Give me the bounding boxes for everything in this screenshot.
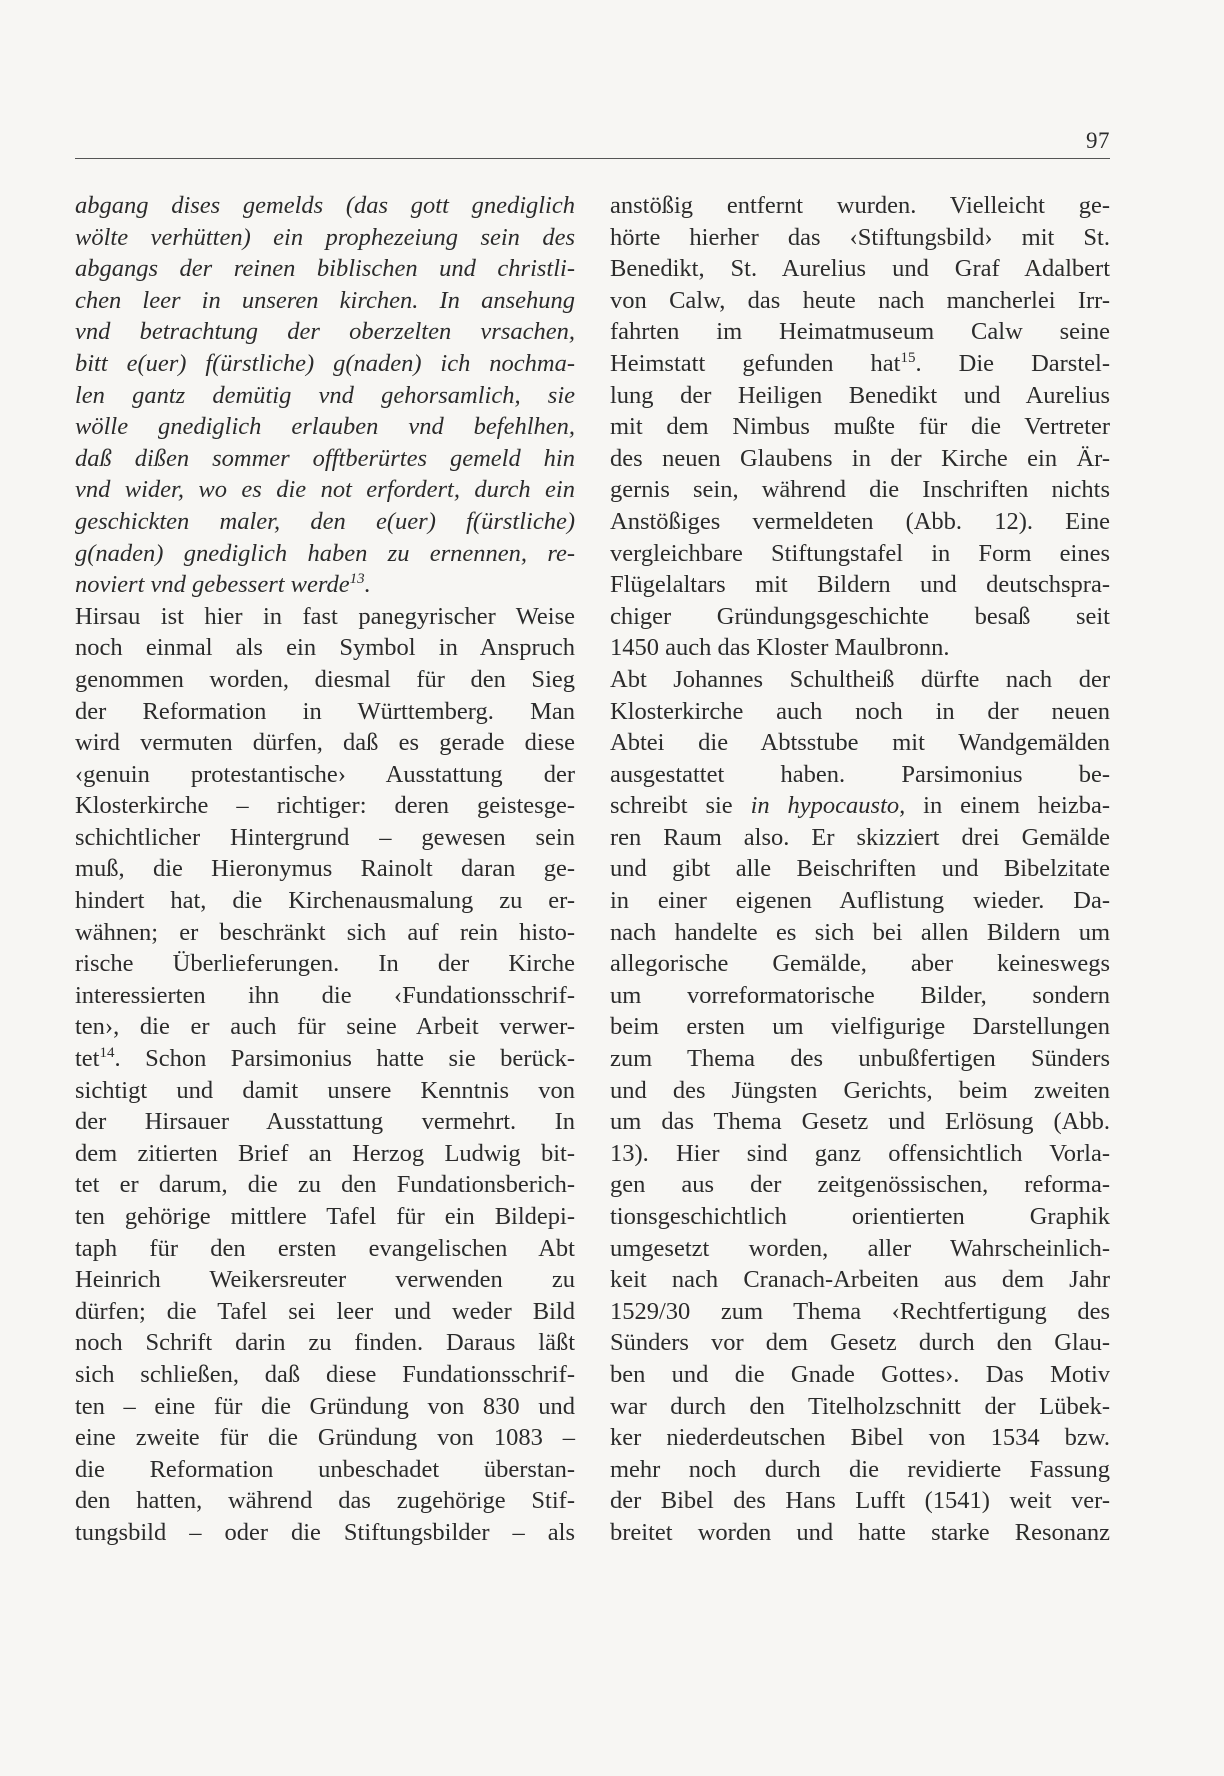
- text-line: [610, 853, 1110, 885]
- line-text: g(naden) gnediglich haben zu ernennen, re-: [75, 539, 575, 567]
- text-line: [75, 1106, 575, 1138]
- text-line: [75, 1264, 575, 1296]
- text-line: [610, 474, 1110, 506]
- text-line: [610, 1201, 1110, 1233]
- text-line: [610, 1422, 1110, 1454]
- text-line: [75, 443, 575, 475]
- line-text: muß, die Hieronymus Rainolt daran ge-: [75, 855, 575, 883]
- text-line: [75, 664, 575, 696]
- line-text: ausgestattet haben. Parsimonius be-: [610, 760, 1110, 788]
- line-text: daß dißen sommer offtberürtes gemeld hin: [75, 444, 575, 472]
- text-line: [610, 538, 1110, 570]
- italic-phrase: in hypocausto,: [750, 792, 906, 820]
- footnote-marker: 13: [349, 570, 365, 587]
- line-text: ker niederdeutschen Bibel von 1534 bzw.: [610, 1424, 1110, 1452]
- text-line: [610, 506, 1110, 538]
- text-line: [610, 696, 1110, 728]
- footnote-marker: 14: [99, 1044, 115, 1061]
- line-text: dürfen; die Tafel sei leer und weder Bild: [75, 1297, 575, 1325]
- text-line: [75, 790, 575, 822]
- line-text: Abt Johannes Schultheiß dürfte nach der: [610, 665, 1110, 693]
- line-text: dem zitierten Brief an Herzog Ludwig bit-: [75, 1139, 575, 1167]
- line-text: fahrten im Heimatmuseum Calw seine: [610, 318, 1110, 346]
- text-line: [610, 1043, 1110, 1075]
- text-line: [610, 1011, 1110, 1043]
- line-text-continued: . Die Darstel-: [915, 349, 1110, 377]
- line-text-continued: . Schon Parsimonius hatte sie berück-: [114, 1045, 575, 1073]
- line-text: abgang dises gemelds (das gott gnediglich: [75, 192, 575, 219]
- text-line: [610, 948, 1110, 980]
- line-text: war durch den Titelholzschnitt der Lübek-: [610, 1392, 1110, 1420]
- text-line: [75, 1296, 575, 1328]
- line-text: gen aus der zeitgenössischen, reforma-: [610, 1171, 1110, 1199]
- line-text: gernis sein, während die Inschriften nichts: [610, 476, 1110, 504]
- text-line: [610, 790, 1110, 822]
- text-line: [75, 253, 575, 285]
- line-text: den hatten, während das zugehörige Stif-: [75, 1487, 575, 1515]
- line-text: noch einmal als ein Symbol in Anspruch: [75, 634, 575, 662]
- text-line: [75, 632, 575, 664]
- line-text: ren Raum also. Er skizziert drei Gemälde: [610, 823, 1110, 851]
- text-line: [75, 474, 575, 506]
- line-text: und gibt alle Beischriften und Bibelzitate: [610, 855, 1110, 883]
- text-line: [610, 822, 1110, 854]
- line-text: schichtlicher Hintergrund – gewesen sein: [75, 823, 575, 851]
- text-line: [75, 1138, 575, 1170]
- text-line: [610, 759, 1110, 791]
- text-line: [610, 727, 1110, 759]
- text-line: [610, 348, 1110, 380]
- line-text: Klosterkirche auch noch in der neuen: [610, 697, 1110, 725]
- text-line: [610, 1075, 1110, 1107]
- text-line: [610, 285, 1110, 317]
- text-line: [75, 1391, 575, 1423]
- text-line: [610, 190, 1110, 222]
- text-line: [75, 917, 575, 949]
- line-text: in einer eigenen Auflistung wieder. Da-: [610, 887, 1110, 915]
- line-text: der Reformation in Württemberg. Man: [75, 697, 575, 725]
- line-text: Hirsau ist hier in fast panegyrischer Weise: [75, 602, 575, 630]
- line-text: rische Überlieferungen. In der Kirche: [75, 950, 575, 978]
- text-line: [610, 980, 1110, 1012]
- text-line: [75, 1075, 575, 1107]
- line-text: und des Jüngsten Gerichts, beim zweiten: [610, 1076, 1110, 1104]
- text-line: [75, 1422, 575, 1454]
- line-text: 1529/30 zum Thema ‹Rechtfertigung des: [610, 1297, 1110, 1325]
- text-line: [75, 1517, 575, 1549]
- line-text: tungsbild – oder die Stiftungsbilder – als: [75, 1518, 575, 1546]
- text-line: [75, 948, 575, 980]
- text-line: [75, 822, 575, 854]
- text-line: [610, 443, 1110, 475]
- line-text: Abtei die Abtsstube mit Wandgemälden: [610, 729, 1110, 757]
- text-line: [75, 222, 575, 254]
- text-line: [75, 285, 575, 317]
- line-text: 13). Hier sind ganz offensichtlich Vorla-: [610, 1139, 1110, 1167]
- line-text: hörte hierher das ‹Stiftungsbild› mit St.: [610, 223, 1110, 251]
- line-text: hindert hat, die Kirchenausmalung zu er-: [75, 887, 575, 915]
- line-text: zum Thema des unbußfertigen Sünders: [610, 1045, 1110, 1073]
- line-text: Klosterkirche – richtiger: deren geistesge-: [75, 792, 575, 820]
- line-text: ten – eine für die Gründung von 830 und: [75, 1392, 575, 1420]
- line-text: der Bibel des Hans Lufft (1541) weit ver-: [610, 1487, 1110, 1515]
- line-text: genommen worden, diesmal für den Sieg: [75, 665, 575, 693]
- text-line: [75, 380, 575, 412]
- text-line: [75, 759, 575, 791]
- text-line: [610, 917, 1110, 949]
- line-text: noch Schrift darin zu finden. Daraus läßt: [75, 1329, 575, 1357]
- line-text: allegorische Gemälde, aber keineswegs: [610, 950, 1110, 978]
- text-line: [610, 411, 1110, 443]
- text-line: [610, 253, 1110, 285]
- text-line: [610, 664, 1110, 696]
- line-text: taph für den ersten evangelischen Abt: [75, 1234, 575, 1262]
- text-line: [75, 1327, 575, 1359]
- line-text: mehr noch durch die revidierte Fassung: [610, 1455, 1110, 1483]
- text-line: [610, 632, 1110, 664]
- text-line: [610, 1264, 1110, 1296]
- text-line: [75, 601, 575, 633]
- line-text: umgesetzt worden, aller Wahrscheinlich-: [610, 1234, 1110, 1262]
- line-text: vergleichbare Stiftungstafel in Form eines: [610, 539, 1110, 567]
- line-text: wölte verhütten) ein prophezeiung sein des: [75, 223, 575, 251]
- text-line: [610, 1391, 1110, 1423]
- text-line: [75, 506, 575, 538]
- line-text: chiger Gründungsgeschichte besaß seit: [610, 602, 1110, 630]
- line-text: nach handelte es sich bei allen Bildern um: [610, 918, 1110, 946]
- line-text: ben und die Gnade Gottes›. Das Motiv: [610, 1360, 1110, 1388]
- text-line: [75, 538, 575, 570]
- line-text: schreibt sie: [610, 792, 751, 820]
- line-text: vnd betrachtung der oberzelten vrsachen,: [75, 318, 575, 346]
- line-text: wähnen; er beschränkt sich auf rein histo-: [75, 918, 575, 946]
- line-text: Heinrich Weikersreuter verwenden zu: [75, 1266, 575, 1294]
- line-text: wölle gnediglich erlauben vnd befehlhen,: [75, 413, 575, 441]
- line-text: abgangs der reinen biblischen und christli-: [75, 255, 575, 283]
- line-text: die Reformation unbeschadet überstan-: [75, 1455, 575, 1483]
- text-line: [75, 190, 575, 222]
- text-line: [75, 1201, 575, 1233]
- text-line: [610, 1327, 1110, 1359]
- line-text: Heimstatt gefunden hat: [610, 349, 901, 377]
- text-line: [610, 1233, 1110, 1265]
- line-text: 1450 auch das Kloster Maulbronn.: [610, 634, 950, 662]
- text-line: [75, 1043, 575, 1075]
- line-text: sich schließen, daß diese Fundationsschrif-: [75, 1360, 575, 1388]
- text-line: [75, 411, 575, 443]
- line-text: ‹genuin protestantische› Ausstattung der: [75, 760, 575, 788]
- line-text: Flügelaltars mit Bildern und deutschspra-: [610, 571, 1110, 599]
- line-text: wird vermuten dürfen, daß es gerade diese: [75, 729, 575, 757]
- line-text: anstößig entfernt wurden. Vielleicht ge-: [610, 192, 1110, 219]
- line-text: noviert vnd gebessert werde: [75, 571, 350, 599]
- text-line: [75, 1169, 575, 1201]
- text-line: [75, 885, 575, 917]
- text-line: [75, 1233, 575, 1265]
- text-line: [75, 853, 575, 885]
- text-line: [610, 1138, 1110, 1170]
- text-line: [610, 1106, 1110, 1138]
- text-line: [610, 569, 1110, 601]
- text-line: [75, 1454, 575, 1486]
- text-line: [610, 1485, 1110, 1517]
- left-column: [75, 190, 575, 1549]
- line-text: von Calw, das heute nach mancherlei Irr-: [610, 286, 1110, 314]
- line-text: chen leer in unseren kirchen. In ansehung: [75, 286, 575, 314]
- line-text: bitt e(uer) f(ürstliche) g(naden) ich nochma-: [75, 349, 575, 377]
- text-line: [75, 980, 575, 1012]
- line-text: ten›, die er auch für seine Arbeit verwer-: [75, 1013, 575, 1041]
- text-line: [75, 727, 575, 759]
- line-text: sichtigt und damit unsere Kenntnis von: [75, 1076, 575, 1104]
- text-line: [75, 316, 575, 348]
- line-text: der Hirsauer Ausstattung vermehrt. In: [75, 1108, 575, 1136]
- text-line: [610, 1169, 1110, 1201]
- line-text: Sünders vor dem Gesetz durch den Glau-: [610, 1329, 1110, 1357]
- text-line: [610, 1296, 1110, 1328]
- line-text: lung der Heiligen Benedikt und Aurelius: [610, 381, 1110, 409]
- text-line: [75, 348, 575, 380]
- line-text: vnd wider, wo es die not erfordert, durch ein: [75, 476, 575, 504]
- line-text-continued: .: [364, 571, 371, 599]
- text-line: [75, 569, 575, 601]
- text-line: [610, 1359, 1110, 1391]
- line-text: mit dem Nimbus mußte für die Vertreter: [610, 413, 1110, 441]
- line-text: Anstößiges vermeldeten (Abb. 12). Eine: [610, 507, 1110, 535]
- text-line: [610, 1454, 1110, 1486]
- text-line: [610, 601, 1110, 633]
- line-text: tet er darum, die zu den Fundationsberich-: [75, 1171, 575, 1199]
- text-line: [75, 1485, 575, 1517]
- line-text: interessierten ihn die ‹Fundationsschrif-: [75, 981, 575, 1009]
- text-line: [610, 316, 1110, 348]
- line-text: tet: [75, 1045, 100, 1073]
- text-line: [610, 1517, 1110, 1549]
- line-text: ten gehörige mittlere Tafel für ein Bildepi-: [75, 1203, 575, 1230]
- footnote-marker: 15: [900, 349, 916, 366]
- right-column: [610, 190, 1110, 1549]
- line-text: des neuen Glaubens in der Kirche ein Är-: [610, 444, 1110, 472]
- header-rule: [75, 158, 1110, 159]
- line-text: um vorreformatorische Bilder, sondern: [610, 981, 1110, 1009]
- line-text: tionsgeschichtlich orientierten Graphik: [610, 1203, 1110, 1230]
- line-text: Benedikt, St. Aurelius und Graf Adalbert: [610, 255, 1110, 283]
- page-number: 97: [1086, 128, 1110, 153]
- text-line: [75, 1359, 575, 1391]
- line-text-continued: in einem heizba-: [905, 792, 1110, 820]
- line-text: um das Thema Gesetz und Erlösung (Abb.: [610, 1108, 1110, 1136]
- line-text: len gantz demütig vnd gehorsamlich, sie: [75, 381, 575, 409]
- line-text: eine zweite für die Gründung von 1083 –: [75, 1424, 575, 1452]
- text-line: [75, 696, 575, 728]
- line-text: breitet worden und hatte starke Resonanz: [610, 1518, 1110, 1546]
- line-text: geschickten maler, den e(uer) f(ürstliche): [75, 507, 575, 535]
- text-line: [610, 222, 1110, 254]
- line-text: keit nach Cranach-Arbeiten aus dem Jahr: [610, 1266, 1110, 1294]
- text-line: [610, 885, 1110, 917]
- text-line: [75, 1011, 575, 1043]
- text-line: [610, 380, 1110, 412]
- line-text: beim ersten um vielfigurige Darstellungen: [610, 1013, 1110, 1041]
